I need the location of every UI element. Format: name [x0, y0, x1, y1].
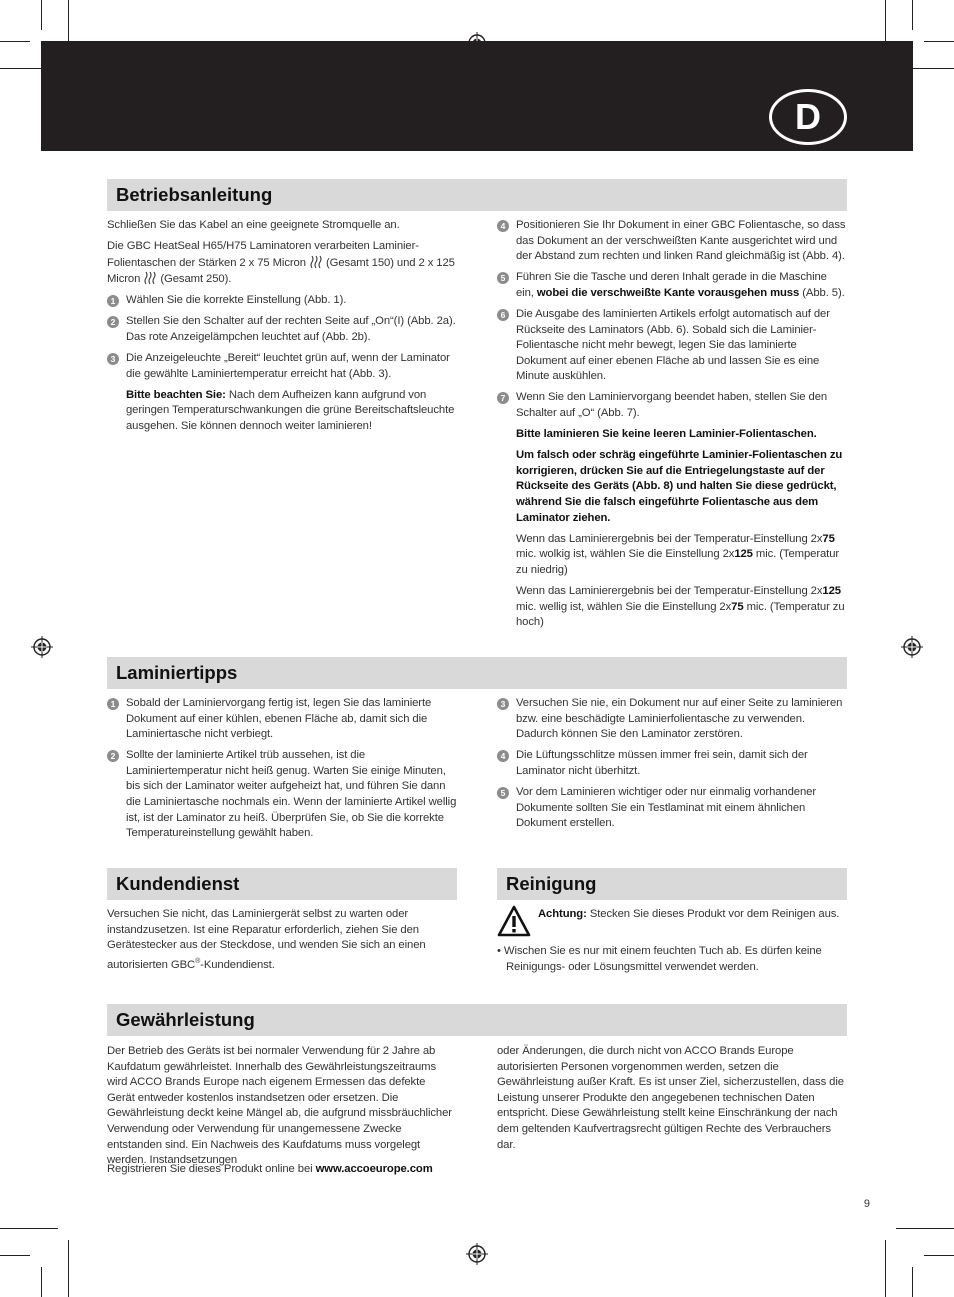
step-item: 6 Die Ausgabe des laminierten Artikels erfolgt automatisch auf der Rückseite des Laminators (Abb. 6). Sobald sich die Laminier-Folientasche nicht mehr bewegt, legen Sie das laminierte Dokument auf einer ebenen Fläche ab und lassen Sie es eine Minute auskühlen. — [497, 307, 847, 385]
crop-mark — [0, 41, 30, 42]
tip-item: 2 Sollte der laminierte Artikel trüb aussehen, ist die Laminiertemperatur nicht heiß genug. Warten Sie einige Minuten, bis sich der Laminator weiter aufgeheizt hat, und führen Sie dann die Laminiertasche nochmals ein. Wenn der laminierte Artikel wellig ist, ist der Laminator zu heiß. Überprüfen Sie, ob Sie die korrekte Temperatureinstellung gewählt haben. — [107, 748, 457, 842]
reinigung-bullet: • Wischen Sie es nur mit einem feuchten Tuch ab. Es dürfen keine Reinigungs- oder Lösungsmittel verwendet werden. — [497, 945, 822, 973]
tip-number: 1 — [107, 698, 119, 710]
step-number: 7 — [497, 392, 509, 404]
register-link[interactable]: www.accoeurope.com — [315, 1163, 433, 1175]
heatseal-text: Die GBC HeatSeal H65/H75 Laminatoren verarbeiten Laminier-Folientaschen der Stärken 2 x 75 Micron (Gesamt 150) und 2 x 125 Micron (Gesamt 250). — [107, 240, 455, 286]
crop-mark — [912, 1267, 913, 1297]
tip-number: 3 — [497, 698, 509, 710]
section-heading-betriebsanleitung: Betriebsanleitung — [107, 179, 847, 211]
betrieb-right-column — [497, 218, 847, 636]
step-number: 6 — [497, 309, 509, 321]
temperature-tip-high: Wenn das Laminierergebnis bei der Temperatur-Einstellung 2x125 mic. wellig ist, wählen Sie die Einstellung 2x75 mic. (Temperatur zu hoch) — [516, 584, 845, 629]
registration-mark-icon — [31, 636, 53, 658]
kundendienst-text: Versuchen Sie nicht, das Laminiergerät selbst zu warten oder instandzusetzen. Ist eine Reparatur erforderlich, ziehen Sie den Gerätestecker aus der Steckdose, und wenden Sie sich an einen autorisierten GBC®-Kundendienst. — [107, 908, 426, 971]
crop-mark — [0, 1255, 30, 1256]
tip-number: 4 — [497, 750, 509, 762]
step-item: 3 Die Anzeigeleuchte „Bereit“ leuchtet grün auf, wenn der Laminator die gewählte Laminiertemperatur erreicht hat (Abb. 3). — [107, 351, 457, 382]
crop-mark — [912, 0, 913, 30]
intro-text: Schließen Sie das Kabel an eine geeignete Stromquelle an. — [107, 219, 400, 231]
crop-mark — [896, 1228, 954, 1229]
tip-item: 3 Versuchen Sie nie, ein Dokument nur auf einer Seite zu laminieren bzw. eine beschädigte Laminierfolientasche zu verwenden. Dadurch können Sie den Laminator zerstören. — [497, 696, 847, 743]
tip-item: 5 Vor dem Laminieren wichtiger oder nur einmalig vorhandener Dokumente sollten Sie ein Testlaminat mit einem ähnlichen Dokument erstellen. — [497, 785, 847, 832]
heat-icon — [309, 255, 323, 269]
register-line: Registrieren Sie dieses Produkt online bei www.accoeurope.com — [107, 1163, 433, 1175]
step-item: 5 Führen Sie die Tasche und deren Inhalt gerade in die Maschine ein, wobei die verschweißte Kante vorausgehen muss (Abb. 5). — [497, 270, 847, 301]
tipps-left-column — [107, 696, 457, 847]
crop-mark — [41, 1267, 42, 1297]
step-item: 1 Wählen Sie die korrekte Einstellung (Abb. 1). — [107, 293, 457, 309]
heat-icon — [143, 271, 157, 285]
section-heading-laminiertipps: Laminiertipps — [107, 657, 847, 689]
section-heading-gewaehrleistung: Gewährleistung — [107, 1004, 847, 1036]
gewaehr-left-column: Der Betrieb des Geräts ist bei normaler Verwendung für 2 Jahre ab Kaufdatum gewährleistet. Innerhalb des Gewährleistungszeitraums wird ACCO Brands Europe nach eigenem Ermessen das defekte Gerät entweder kostenlos instandsetzen oder ersetzen. Die Gewährleistung deckt keine Mängel ab, die aufgrund missbräuchlicher Verwendung oder Verwendung für unangemessene Zwecke entstanden sind. Ein Nachweis des Kaufdatums muss vorgelegt werden. Instandsetzungen — [107, 1045, 452, 1167]
registration-mark-icon — [466, 1243, 488, 1265]
page-number: 9 — [863, 1198, 870, 1210]
tipps-right-column — [497, 696, 847, 837]
tip-item: 4 Die Lüftungsschlitze müssen immer frei sein, damit sich der Laminator nicht überhitzt. — [497, 748, 847, 779]
step-number: 1 — [107, 295, 119, 307]
crop-mark — [885, 1240, 886, 1297]
step-item: 7 Wenn Sie den Laminiervorgang beendet haben, stellen Sie den Schalter auf „O“ (Abb. 7). — [497, 390, 847, 421]
crop-mark — [924, 41, 954, 42]
gewaehr-right-column: oder Änderungen, die durch nicht von ACCO Brands Europe autorisierten Personen vorgenommen werden, setzen die Gewährleistung außer Kraft. Es ist unser Ziel, sicherzustellen, dass die Leistung unserer Produkte den angegebenen technischen Daten entspricht. Diese Gewährleistung stellt keine Einschränkung der nach dem geltenden Kaufvertragsrecht gültigen Rechte des Verbrauchers dar. — [497, 1045, 844, 1151]
step-number: 2 — [107, 316, 119, 328]
registration-mark-icon — [901, 636, 923, 658]
crop-mark — [0, 1228, 58, 1229]
step-item: 4 Positionieren Sie Ihr Dokument in einer GBC Folientasche, so dass das Dokument an der verschweißten Kante ausgerichtet wird und der Abstand zum rechten und linken Rand gleichmäßig ist (Abb. 4). — [497, 218, 847, 265]
tip-number: 5 — [497, 787, 509, 799]
step-number: 3 — [107, 353, 119, 365]
step-number: 5 — [497, 272, 509, 284]
warning-no-empty-pouches: Bitte laminieren Sie keine leeren Laminier-Folientaschen. — [516, 428, 817, 441]
crop-mark — [41, 0, 42, 30]
note-paragraph: Bitte beachten Sie: Nach dem Aufheizen kann aufgrund von geringen Temperaturschwankungen die grüne Bereitschaftsleuchte ausgehen. Sie können dennoch weiter laminieren! — [126, 388, 455, 433]
tip-item: 1 Sobald der Laminiervorgang fertig ist, legen Sie das laminierte Dokument auf einer kühlen, ebenen Fläche ab, damit sich die Laminiertasche nicht verbiegt. — [107, 696, 457, 743]
tip-number: 2 — [107, 750, 119, 762]
section-heading-kundendienst: Kundendienst — [107, 868, 457, 900]
betrieb-left-column — [107, 218, 457, 440]
temperature-tip-low: Wenn das Laminierergebnis bei der Temperatur-Einstellung 2x75 mic. wolkig ist, wählen Sie die Einstellung 2x125 mic. (Temperatur zu niedrig) — [516, 532, 840, 576]
warning-misfeed: Um falsch oder schräg eingeführte Laminier-Folientaschen zu korrigieren, drücken Sie auf die Entriegelungstaste auf der Rückseite des Geräts (Abb. 8) und halten Sie diese gedrückt, während Sie die falsch eingeführte Folientasche aus dem Laminator ziehen. — [516, 449, 843, 524]
language-badge: D — [769, 89, 847, 145]
warning-triangle-icon — [497, 905, 531, 937]
section-heading-reinigung: Reinigung — [497, 868, 847, 900]
crop-mark — [68, 1240, 69, 1297]
crop-mark — [924, 1255, 954, 1256]
step-number: 4 — [497, 220, 509, 232]
reinigung-caution: Achtung: Stecken Sie dieses Produkt vor dem Reinigen aus. — [538, 908, 840, 920]
step-item: 2 Stellen Sie den Schalter auf der rechten Seite auf „On“(I) (Abb. 2a). Das rote Anzeigelämpchen leuchtet auf (Abb. 2b). — [107, 314, 457, 345]
